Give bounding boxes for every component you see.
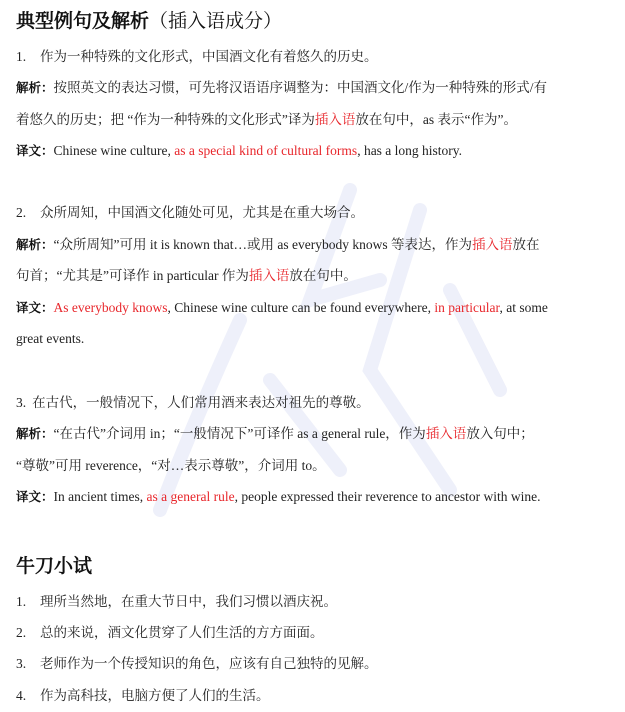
text-segment: Chinese wine culture, bbox=[53, 143, 175, 158]
practice-item bbox=[16, 624, 324, 642]
translation-line bbox=[16, 142, 462, 160]
highlighted-phrase: in particular bbox=[434, 300, 500, 315]
analysis-label: 解析： bbox=[16, 237, 54, 252]
analysis-line bbox=[16, 111, 517, 129]
example-number: 2. bbox=[16, 205, 27, 220]
highlighted-phrase: 插入语 bbox=[248, 268, 290, 283]
text-segment: 放在句中，as 表示“作为”。 bbox=[355, 112, 517, 127]
translation-label: 译文： bbox=[16, 300, 54, 315]
highlighted-phrase: 插入语 bbox=[471, 237, 513, 252]
text-segment: 放在句中。 bbox=[289, 268, 357, 283]
practice-item bbox=[16, 687, 270, 705]
example-sentence bbox=[16, 48, 378, 66]
text-segment: In ancient times, bbox=[53, 489, 147, 504]
analysis-label: 解析： bbox=[16, 80, 54, 95]
highlighted-phrase: 插入语 bbox=[425, 426, 467, 441]
heading-title: 典型例句及解析 bbox=[16, 10, 150, 32]
translation-label: 译文： bbox=[16, 489, 54, 504]
practice-heading bbox=[16, 554, 92, 578]
highlighted-phrase: as a special kind of cultural forms bbox=[174, 143, 358, 158]
watermark bbox=[120, 170, 540, 530]
sentence-text: 在古代，一般情况下，人们常用酒来表达对祖先的尊敬。 bbox=[32, 395, 370, 410]
text-segment: 放入句中； bbox=[466, 426, 534, 441]
translation-line bbox=[16, 488, 540, 506]
example-sentence bbox=[16, 394, 370, 412]
text-segment: 句首；“尤其是”可译作 in particular 作为 bbox=[16, 268, 249, 283]
text-segment: 着悠久的历史；把 “作为一种特殊的文化形式”译为 bbox=[16, 112, 315, 127]
highlighted-phrase: As everybody knows bbox=[53, 300, 168, 315]
text-segment: , Chinese wine culture can be found everywhere, bbox=[167, 300, 435, 315]
item-text: 老师作为一个传授知识的角色，应该有自己独特的见解。 bbox=[40, 656, 378, 671]
analysis-label: 解析： bbox=[16, 426, 54, 441]
heading-subtitle: （插入语成分） bbox=[149, 10, 283, 32]
text-segment: “众所周知”可用 it is known that…或用 as everybody knows 等表达，作为 bbox=[53, 237, 472, 252]
text-segment: “尊敬”可用 reverence，“对…表示尊敬”，介词用 to。 bbox=[16, 458, 326, 473]
text-segment: , people expressed their reverence to ancestor with wine. bbox=[234, 489, 541, 504]
analysis-line bbox=[16, 425, 534, 443]
highlighted-phrase: as a general rule bbox=[146, 489, 235, 504]
heading-title: 牛刀小试 bbox=[16, 555, 93, 577]
sentence-text: 作为一种特殊的文化形式，中国酒文化有着悠久的历史。 bbox=[40, 49, 378, 64]
item-number: 1. bbox=[16, 594, 27, 609]
text-segment: , at some bbox=[499, 300, 548, 315]
section-heading bbox=[16, 9, 282, 33]
analysis-line bbox=[16, 267, 357, 285]
translation-label: 译文： bbox=[16, 143, 54, 158]
text-segment: “在古代”介词用 in；“一般情况下”可译作 as a general rule，作为 bbox=[53, 426, 426, 441]
practice-item bbox=[16, 593, 337, 611]
item-number: 2. bbox=[16, 625, 27, 640]
text-segment: 放在 bbox=[512, 237, 540, 252]
item-number: 4. bbox=[16, 688, 27, 703]
translation-line bbox=[16, 299, 548, 317]
translation-line bbox=[16, 330, 84, 348]
item-text: 总的来说，酒文化贯穿了人们生活的方方面面。 bbox=[40, 625, 324, 640]
text-segment: , has a long history. bbox=[357, 143, 463, 158]
example-number: 1. bbox=[16, 49, 27, 64]
text-segment: 按照英文的表达习惯，可先将汉语语序调整为：中国酒文化/作为一种特殊的形式/有 bbox=[53, 80, 548, 95]
analysis-line bbox=[16, 79, 547, 97]
example-number: 3. bbox=[16, 395, 27, 410]
text-segment: great events. bbox=[16, 331, 85, 346]
sentence-text: 众所周知，中国酒文化随处可见，尤其是在重大场合。 bbox=[40, 205, 364, 220]
analysis-line bbox=[16, 457, 326, 475]
practice-item bbox=[16, 655, 378, 673]
item-text: 理所当然地，在重大节日中，我们习惯以酒庆祝。 bbox=[40, 594, 337, 609]
item-text: 作为高科技，电脑方便了人们的生活。 bbox=[40, 688, 270, 703]
highlighted-phrase: 插入语 bbox=[314, 112, 356, 127]
example-sentence bbox=[16, 204, 364, 222]
item-number: 3. bbox=[16, 656, 27, 671]
analysis-line bbox=[16, 236, 539, 254]
